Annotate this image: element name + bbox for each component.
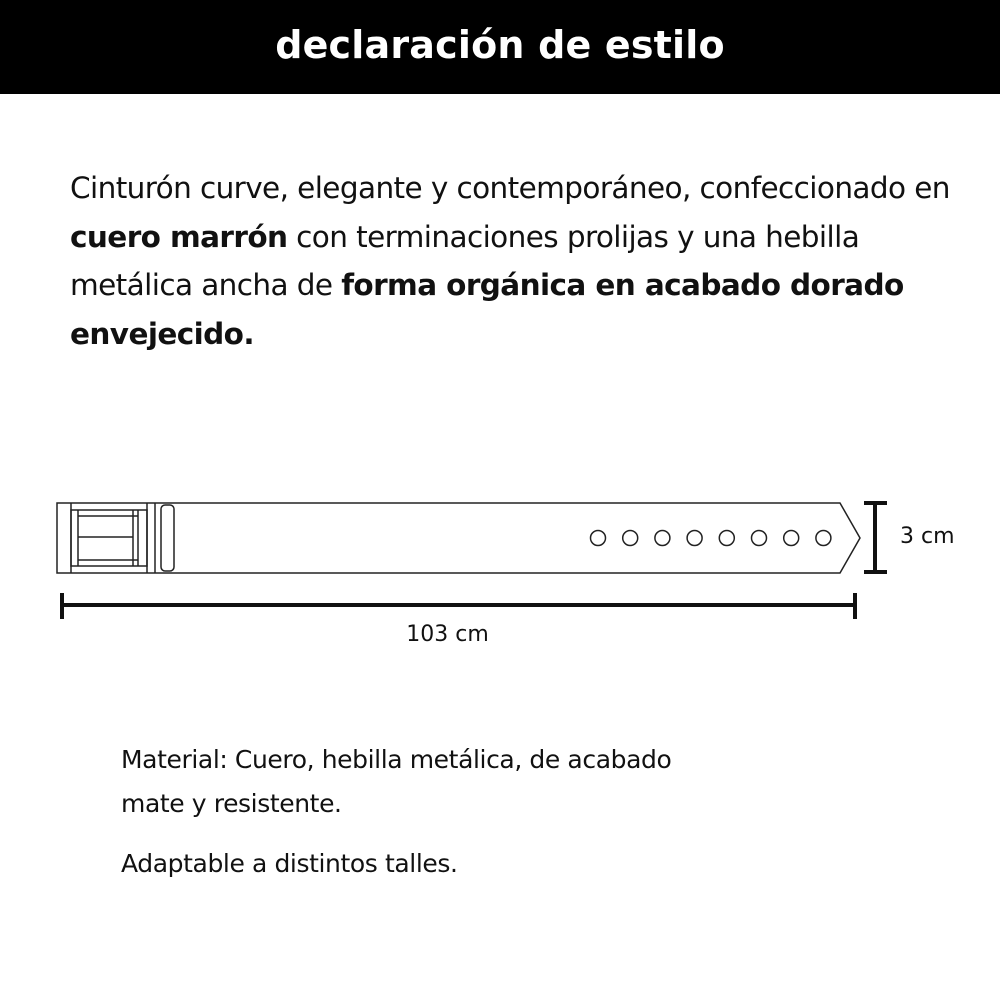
- belt-loop: [161, 505, 174, 571]
- belt-hole: [719, 531, 734, 546]
- belt-hole: [623, 531, 638, 546]
- page-title: declaración de estilo: [275, 23, 725, 67]
- belt-hole: [784, 531, 799, 546]
- length-label: 103 cm: [406, 622, 489, 647]
- description-bold-material: cuero marrón: [70, 219, 288, 254]
- product-description: [70, 164, 950, 358]
- description-bold-buckle: forma orgánica en acabado dorado envejecido.: [70, 268, 904, 351]
- description-text-1: Cinturón curve, elegante y contemporáneo, confeccionado en: [70, 171, 950, 205]
- width-dimension-marker: [864, 501, 887, 573]
- belt-hole: [591, 531, 606, 546]
- buckle-icon: [71, 503, 155, 573]
- belt-hole: [816, 531, 831, 546]
- belt-hole: [687, 531, 702, 546]
- belt-hole: [655, 531, 670, 546]
- belt-hole: [752, 531, 767, 546]
- width-label: 3 cm: [900, 524, 955, 549]
- length-dimension-marker: [62, 593, 855, 619]
- belt-diagram: [0, 480, 1000, 680]
- adaptable-info: Adaptable a distintos talles.: [121, 849, 458, 878]
- material-info: Material: Cuero, hebilla metálica, de acabado mate y resistente.: [121, 745, 672, 818]
- belt-holes: [591, 531, 831, 546]
- description-text-2: con terminaciones prolijas y una hebilla metálica ancha de: [70, 219, 860, 302]
- belt-strap-outline: [57, 503, 860, 573]
